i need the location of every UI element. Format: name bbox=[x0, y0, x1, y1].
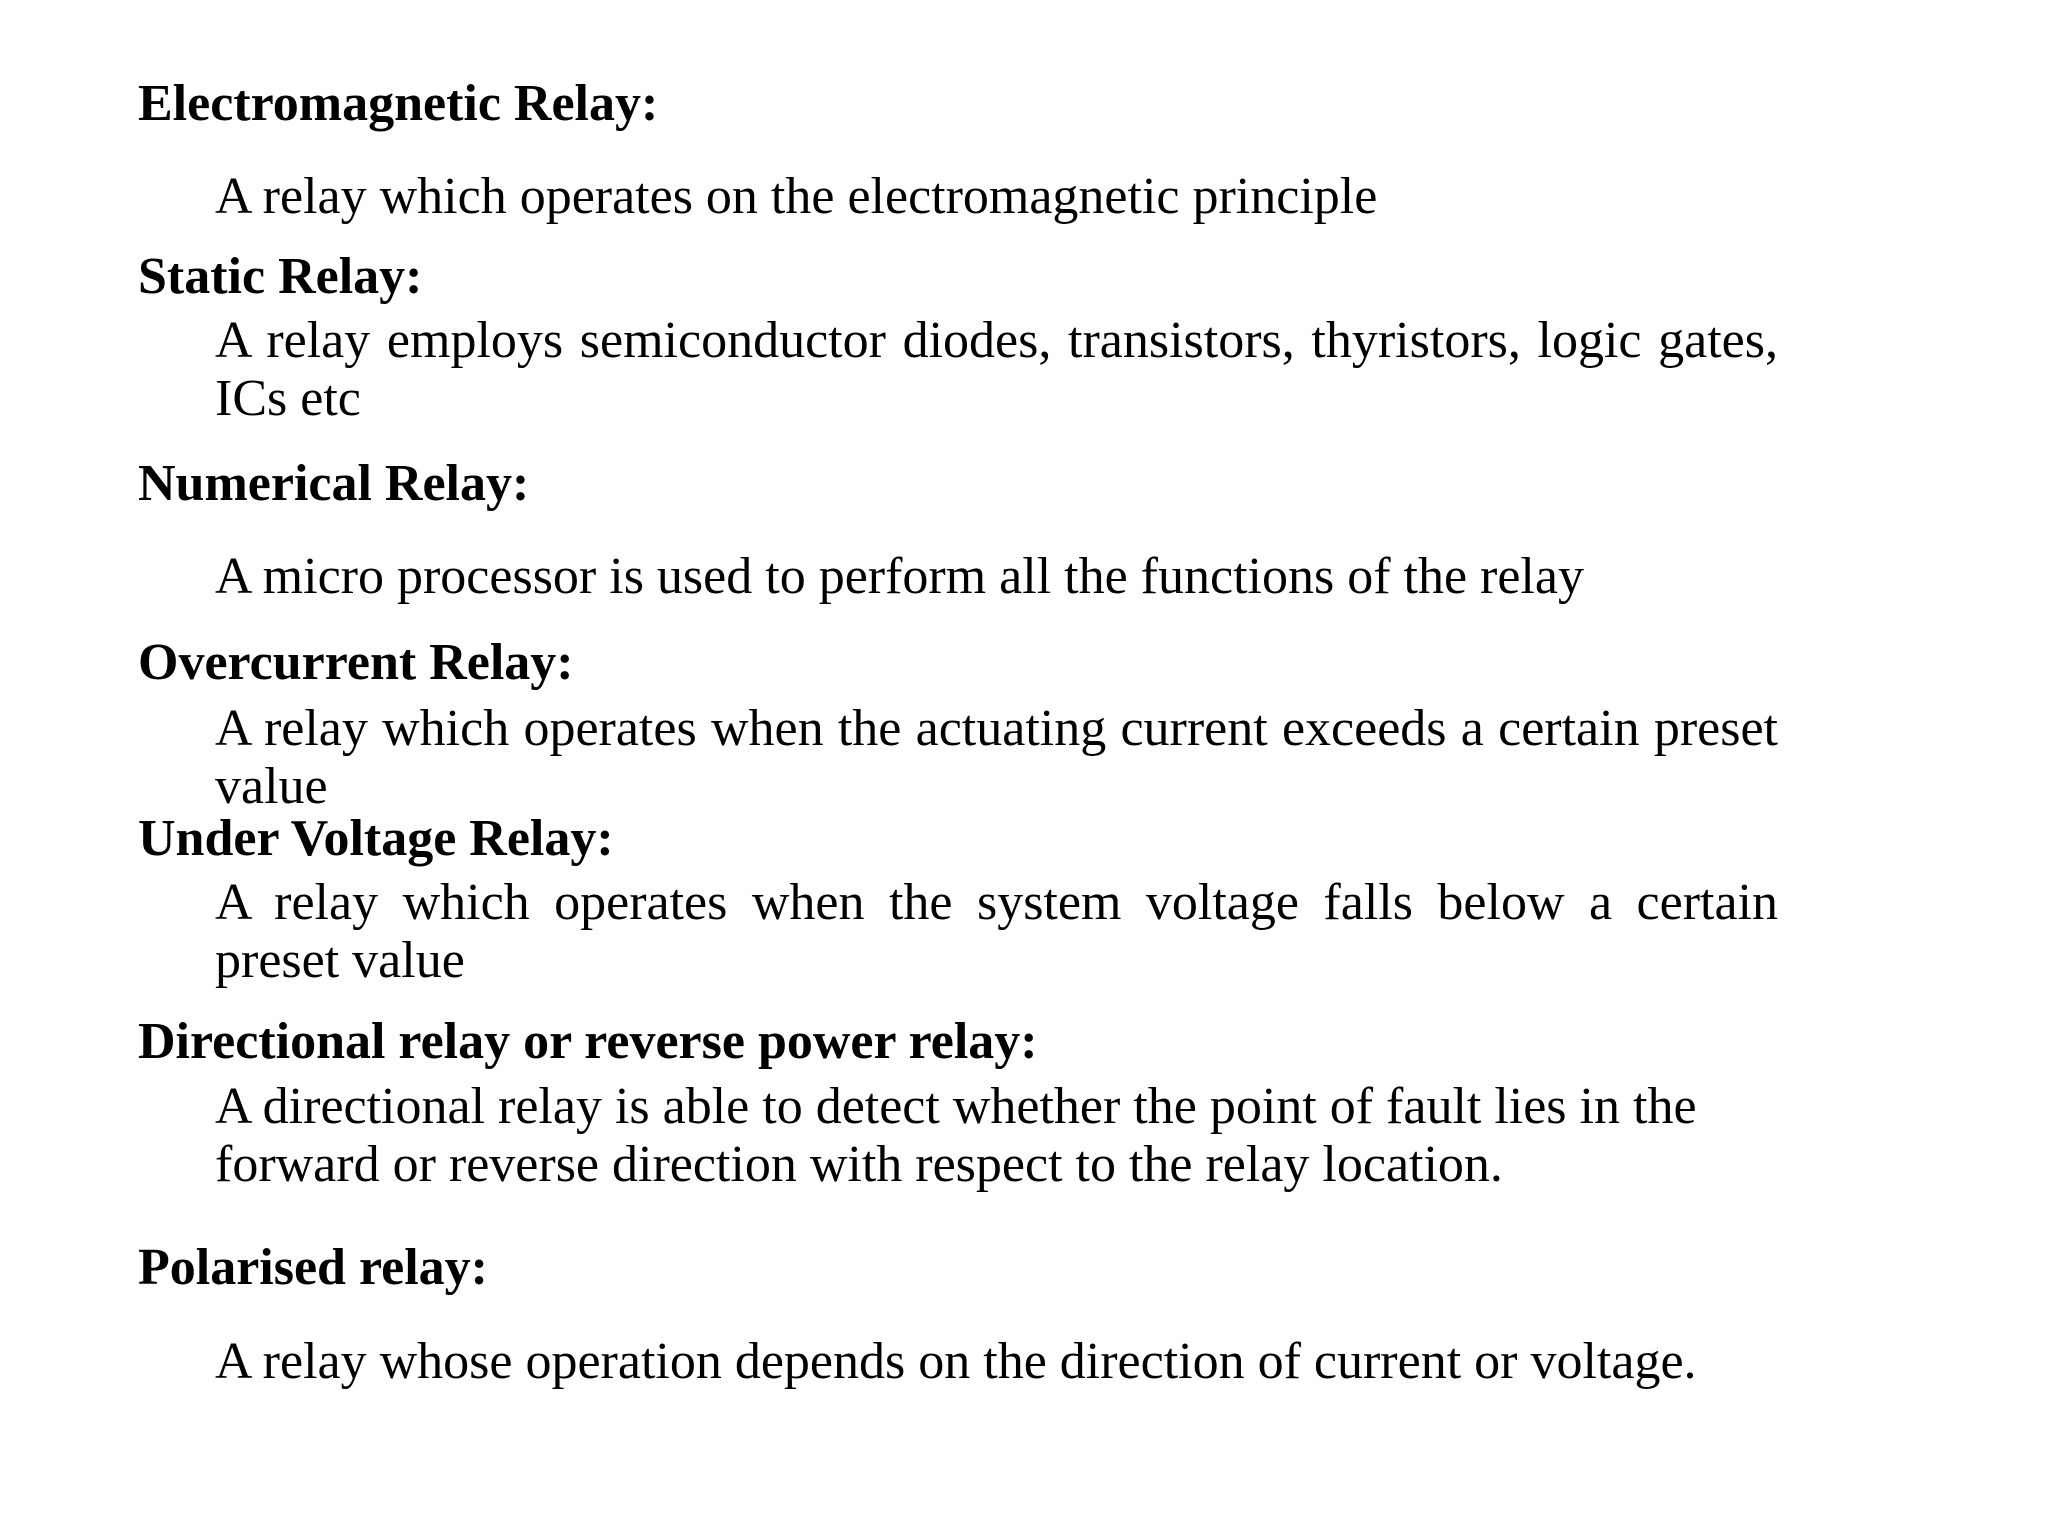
definition-polarised-relay: A relay whose operation depends on the direction of current or voltage. bbox=[215, 1333, 1697, 1390]
term-overcurrent-relay: Overcurrent Relay: bbox=[138, 634, 574, 691]
term-polarised-relay: Polarised relay: bbox=[138, 1239, 488, 1296]
term-under-voltage-relay: Under Voltage Relay: bbox=[138, 810, 614, 867]
definition-numerical-relay: A micro processor is used to perform all the functions of the relay bbox=[215, 548, 1584, 605]
term-directional-relay: Directional relay or reverse power relay: bbox=[138, 1013, 1038, 1070]
definition-directional-relay: A directional relay is able to detect whether the point of fault lies in the forward or reverse direction with respect to the relay location. bbox=[215, 1078, 1697, 1193]
definition-static-relay: A relay employs semiconductor diodes, transistors, thyristors, logic gates, ICs etc bbox=[215, 312, 1778, 427]
term-numerical-relay: Numerical Relay: bbox=[138, 455, 530, 512]
term-static-relay: Static Relay: bbox=[138, 248, 423, 305]
definition-electromagnetic-relay: A relay which operates on the electromagnetic principle bbox=[215, 168, 1378, 225]
definition-overcurrent-relay: A relay which operates when the actuating current exceeds a certain preset value bbox=[215, 700, 1778, 815]
definition-under-voltage-relay: A relay which operates when the system voltage falls below a certain preset value bbox=[215, 874, 1778, 989]
term-electromagnetic-relay: Electromagnetic Relay: bbox=[138, 75, 659, 132]
